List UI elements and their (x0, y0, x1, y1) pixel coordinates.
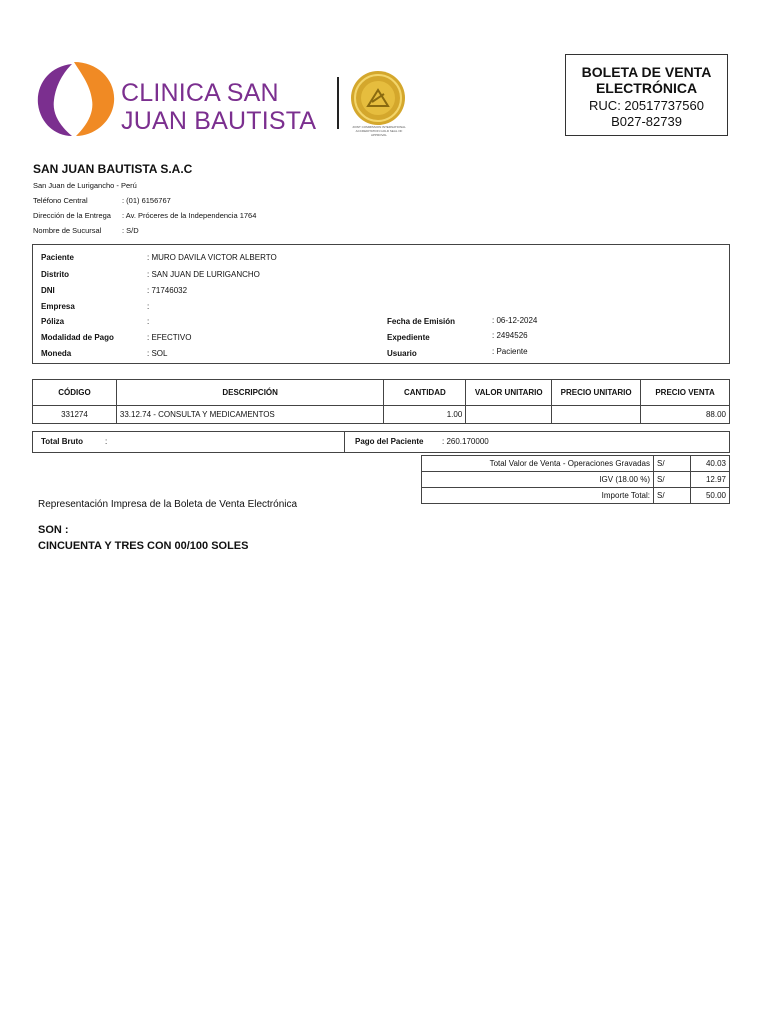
item-unit-value (466, 406, 552, 424)
total-sale-value-currency: S/ (654, 456, 691, 472)
patient-label: Paciente (41, 253, 74, 262)
totals-table (421, 455, 730, 504)
igv-amount: 12.97 (691, 472, 730, 488)
igv-label: IGV (18.00 %) (422, 472, 654, 488)
district-label: Distrito (41, 270, 69, 279)
policy-value: : (147, 317, 150, 326)
dni-value: : 71746032 (147, 286, 188, 295)
file-label: Expediente (387, 333, 430, 342)
item-code: 331274 (33, 406, 117, 424)
company-field-label: Empresa (41, 302, 75, 311)
items-header-row (33, 380, 730, 406)
brand-name-line-1: CLINICA SAN (121, 79, 279, 107)
amount-in-words-label: SON : (38, 524, 69, 536)
patient-info-box (32, 244, 730, 364)
item-description: 33.12.74 - CONSULTA Y MEDICAMENTOS (116, 406, 384, 424)
total-bruto-label: Total Bruto (41, 437, 84, 446)
total-amount-value: 50.00 (691, 488, 730, 504)
currency-label: Moneda (41, 349, 72, 358)
table-row (33, 406, 730, 424)
file-value: : 2494526 (492, 331, 528, 340)
accreditation-seal-icon (350, 70, 406, 126)
user-value: : Paciente (492, 347, 528, 356)
items-table (32, 379, 730, 424)
document-number: B027-82739 (611, 114, 682, 129)
col-header-sale-price: PRECIO VENTA (641, 380, 730, 406)
col-header-description: DESCRIPCIÓN (116, 380, 384, 406)
table-row (422, 472, 730, 488)
printed-representation-note: Representación Impresa de la Boleta de Venta Electrónica (38, 499, 298, 510)
table-row (422, 488, 730, 504)
dni-label: DNI (41, 286, 55, 295)
total-amount-label: Importe Total: (422, 488, 654, 504)
item-quantity: 1.00 (384, 406, 466, 424)
issue-date-label: Fecha de Emisión (387, 317, 456, 326)
district-value: : SAN JUAN DE LURIGANCHO (147, 270, 260, 279)
payment-mode-label: Modalidad de Pago (41, 333, 114, 342)
company-phone-value: : (01) 6156767 (122, 196, 171, 205)
currency-value: : SOL (147, 349, 168, 358)
patient-payment-value: : 260.170000 (442, 437, 489, 446)
document-header-box (565, 54, 728, 136)
total-sale-value-label: Total Valor de Venta - Operaciones Gravadas (422, 456, 654, 472)
item-unit-price (552, 406, 641, 424)
seal-caption: JOINT COMMISSION INTERNATIONAL ACCREDITATION GOLD SEAL OF APPROVAL (352, 125, 406, 137)
company-name: SAN JUAN BAUTISTA S.A.C (33, 162, 193, 176)
igv-currency: S/ (654, 472, 691, 488)
company-field-value: : (147, 302, 150, 311)
total-bruto-value: : (105, 437, 108, 446)
company-phone-label: Teléfono Central (33, 196, 88, 205)
company-branch-value: : S/D (122, 226, 139, 235)
logo-divider (337, 77, 339, 129)
total-bruto-box (32, 431, 730, 453)
company-location: San Juan de Lurigancho - Perú (33, 181, 137, 190)
document-type: BOLETA DE VENTA ELECTRÓNICA (581, 64, 712, 96)
brand-name-line-2: JUAN BAUTISTA (121, 107, 317, 135)
company-address-label: Dirección de la Entrega (33, 211, 111, 220)
patient-payment-label: Pago del Paciente (355, 437, 424, 446)
total-sale-value-amount: 40.03 (691, 456, 730, 472)
issue-date-value: : 06-12-2024 (492, 316, 538, 325)
policy-label: Póliza (41, 317, 65, 326)
item-sale-price: 88.00 (641, 406, 730, 424)
total-amount-currency: S/ (654, 488, 691, 504)
clinic-logo-icon (36, 60, 116, 138)
bruto-divider (344, 432, 345, 452)
col-header-code: CÓDIGO (33, 380, 117, 406)
payment-mode-value: : EFECTIVO (147, 333, 192, 342)
company-branch-label: Nombre de Sucursal (33, 226, 102, 235)
amount-in-words: CINCUENTA Y TRES CON 00/100 SOLES (38, 540, 249, 552)
col-header-quantity: CANTIDAD (384, 380, 466, 406)
user-label: Usuario (387, 349, 417, 358)
table-row (422, 456, 730, 472)
col-header-unit-price: PRECIO UNITARIO (552, 380, 641, 406)
company-address-value: : Av. Próceres de la Independencia 1764 (122, 211, 257, 220)
col-header-unit-value: VALOR UNITARIO (466, 380, 552, 406)
patient-value: : MURO DAVILA VICTOR ALBERTO (147, 253, 277, 262)
document-ruc: RUC: 20517737560 (589, 98, 704, 113)
